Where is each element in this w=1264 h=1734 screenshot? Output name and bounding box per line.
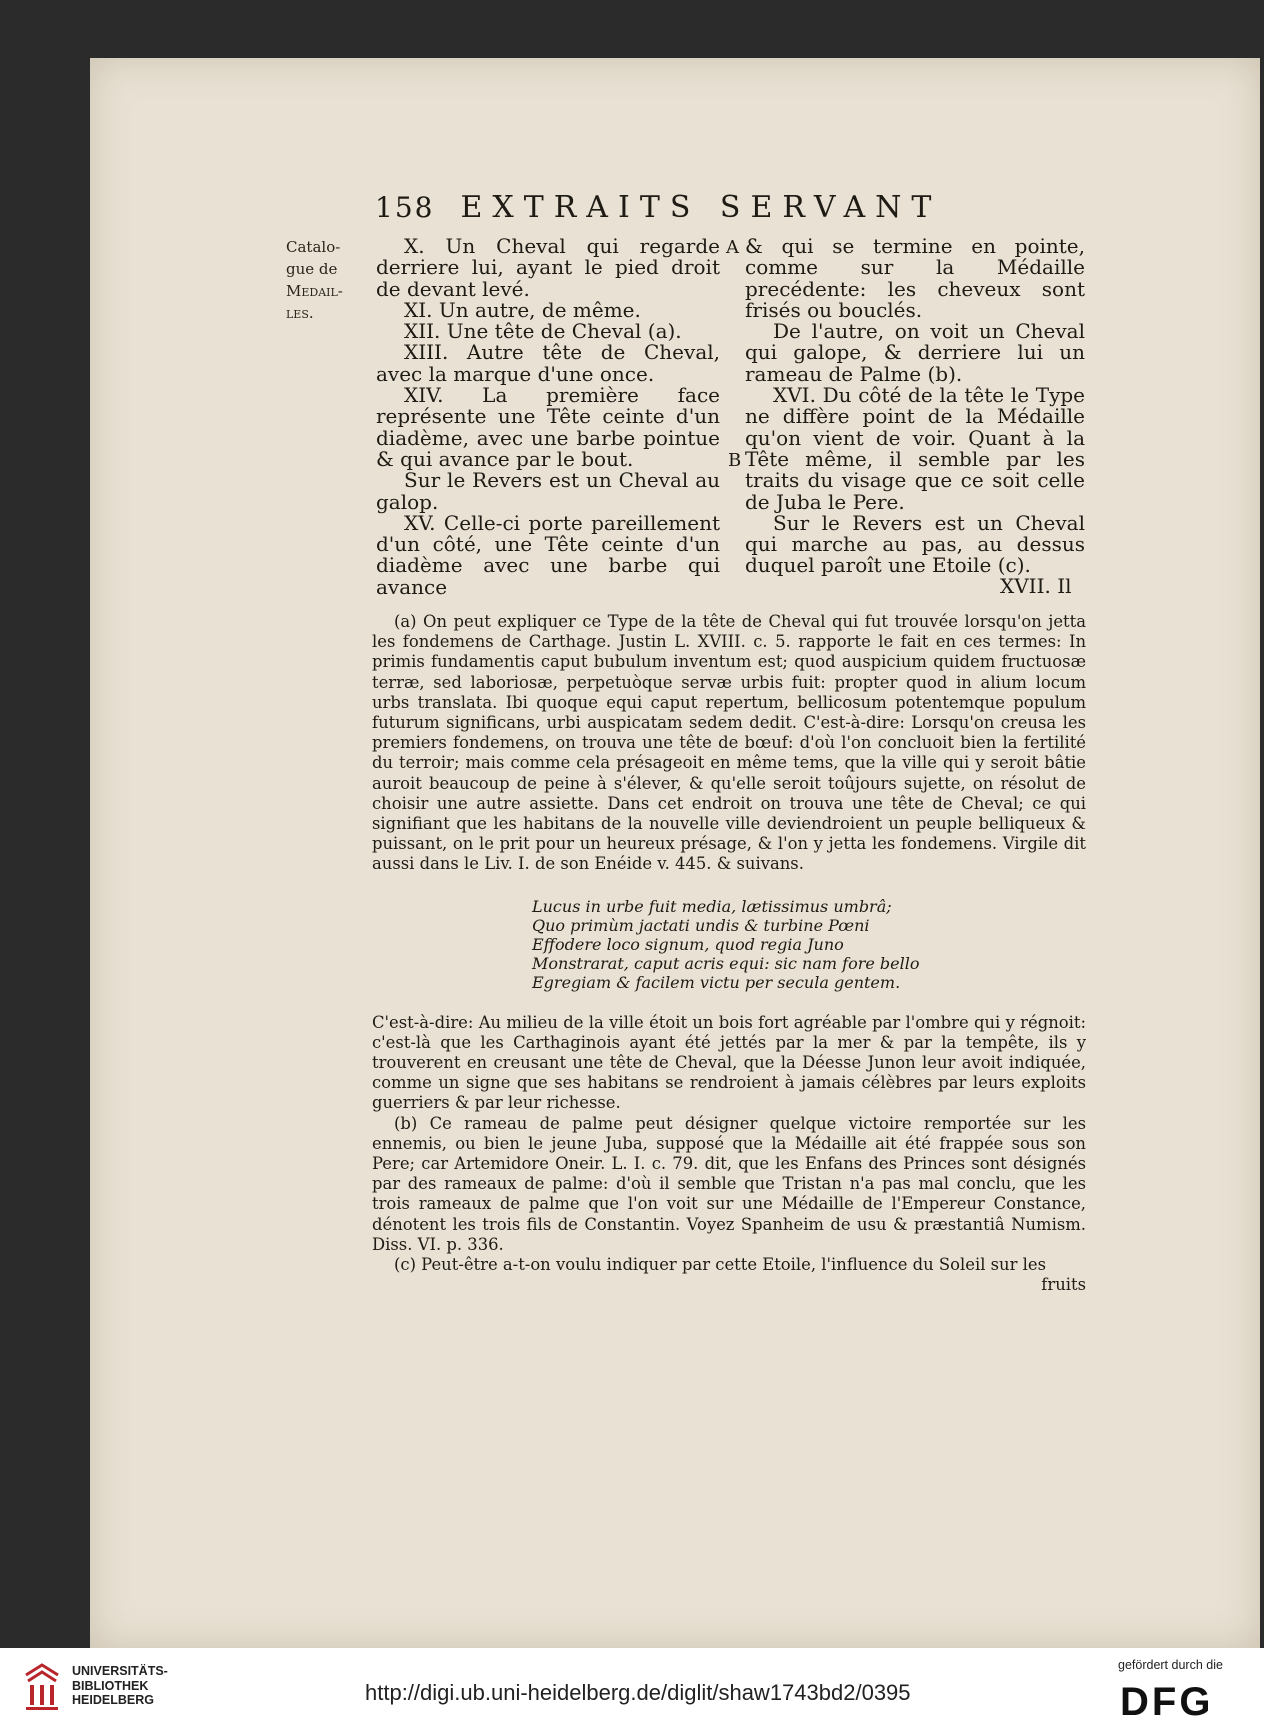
paragraph: XII. Une tête de Cheval (a). (404, 319, 682, 344)
section-marker-b: B (728, 450, 742, 471)
dfg-logo: DFG (1120, 1680, 1214, 1724)
margin-note-line: Medail- (286, 282, 343, 300)
footnote-c-end: fruits (1041, 1275, 1086, 1295)
paragraph: & qui se termine en pointe, comme sur la Médaille precédente: les cheveux sont frisés ou bouclés. (745, 234, 1085, 322)
margin-note-line: les. (286, 304, 314, 322)
page-number: 158 (375, 191, 435, 224)
verse-line: Effodere loco signum, quod regia Juno (532, 935, 844, 955)
verse-line: Egregiam & facilem victu per secula gentem. (532, 973, 901, 993)
paragraph: Sur le Revers est un Cheval qui marche au pas, au dessus duquel paroît une Etoile (c). (745, 510, 1085, 578)
library-name (72, 1664, 168, 1708)
right-column (745, 236, 1085, 577)
library-logo-icon (22, 1661, 62, 1713)
footnotes (372, 612, 1086, 1296)
verse-line: Quo primùm jactati undis & turbine Pœni (532, 915, 870, 935)
permalink[interactable]: http://digi.ub.uni-heidelberg.de/diglit/shaw1743bd2/0395 (365, 1680, 911, 1705)
footnote-b: (b) Ce rameau de palme peut désigner quelque victoire remportée sur les ennemis, ou bien le jeune Juba, supposé que la Médaille ait été frappée sous son Pere; car Artemidore Oneir. L. I. c. 79. dit, que les Enfans des Princes sont désignés par des rameaux de palme: d'où il semble que Tristan n'a pas mal conclu, que les trois rameaux de palme que l'on voit sur une Médaille de l'Empereur Constance, dénotent les trois fils de Constantin. Voyez Spanheim de usu & præstantiâ Numism. Diss. VI. p. 336. (372, 1113, 1086, 1254)
paragraph: XVI. Du côté de la tête le Type ne diffère point de la Médaille qu'on vient de voir. Quant à la Tête même, il semble par les traits du visage que ce soit celle de Juba le Pere. (745, 383, 1085, 514)
verse-line: Lucus in urbe fuit media, lætissimus umbrâ; (532, 896, 892, 916)
left-column (376, 236, 720, 598)
verse-line: Monstrarat, caput acris equi: sic nam fore bello (532, 954, 920, 974)
library-name-line: BIBLIOTHEK (72, 1678, 149, 1693)
paragraph: XIV. La première face représente une Tête ceinte d'un diadème, avec une barbe pointue & qui avance par le bout. (376, 383, 720, 471)
running-title: EXTRAITS SERVANT (460, 190, 942, 225)
funding-note: gefördert durch die (1118, 1658, 1223, 1672)
library-name-line: HEIDELBERG (72, 1693, 154, 1707)
paragraph: XIII. Autre tête de Cheval, avec la marque d'une once. (376, 340, 720, 386)
latin-verse (532, 897, 1086, 993)
catchword: XVII. Il (1000, 574, 1072, 598)
paragraph: De l'autre, on voit un Cheval qui galope, & derriere lui un rameau de Palme (b). (745, 319, 1085, 386)
library-name-line: UNIVERSITÄTS- (72, 1664, 168, 1678)
margin-note-line: Catalo- (286, 238, 341, 256)
running-header (375, 190, 1095, 225)
margin-note-line: gue de (286, 260, 338, 278)
margin-note (286, 236, 356, 324)
paragraph: X. Un Cheval qui regarde derriere lui, ayant le pied droit de devant levé. (376, 234, 720, 301)
footnote-c: (c) Peut-être a-t-on voulu indiquer par cette Etoile, l'influence du Soleil sur les (394, 1255, 1047, 1275)
translation: C'est-à-dire: Au milieu de la ville étoit un bois fort agréable par l'ombre qui y régnoit: c'est-là que les Carthaginois ayant été jettés par la mer & par la tempête, ils y trouverent en creusant une tête de Cheval, que la Déesse Junon leur avoit indiquée, comme un signe que ses habitans se rendroient à jamais célèbres par leurs exploits guerriers & par leur richesse. (372, 1012, 1086, 1113)
footnote-a: (a) On peut expliquer ce Type de la tête de Cheval qui fut trouvée lorsqu'on jetta les fondemens de Carthage. Justin L. XVIII. c. 5. rapporte le fait en ces termes: In primis fundamentis caput bubulum inventum est; quod auspicium quidem fructuosæ terræ, sed laboriosæ, perpetuòque servæ urbis fuit: propter quod in alium locum urbs translata. Ibi quoque equi caput repertum, bellicosum potentemque populum futurum significans, urbi auspicatam sedem dedit. C'est-à-dire: Lorsqu'on creusa les premiers fondemens, on trouva une tête de bœuf: d'où l'on concluoit bien la fertilité du terroir; mais comme cela présageoit en même tems, que la ville qui y seroit bâtie auroit beaucoup de peine à s'élever, & qu'elle seroit toûjours sujette, on résolut de choisir une autre assiette. Dans cet endroit on trouva une tête de Cheval; ce qui signifiant que les habitans de la nouvelle ville deviendroient un peuple belliqueux & puissant, on le prit pour un heureux présage, & l'on y jetta les fondemens. Virgile dit aussi dans le Liv. I. de son Enéide v. 445. & suivans. (372, 612, 1086, 874)
paragraph: XI. Un autre, de même. (404, 297, 641, 322)
paragraph: Sur le Revers est un Cheval au galop. (376, 468, 720, 514)
paragraph: XV. Celle-ci porte pareillement d'un côté, une Tête ceinte d'un diadème avec une barbe qui avance (376, 510, 720, 599)
section-marker-a: A (726, 237, 739, 258)
